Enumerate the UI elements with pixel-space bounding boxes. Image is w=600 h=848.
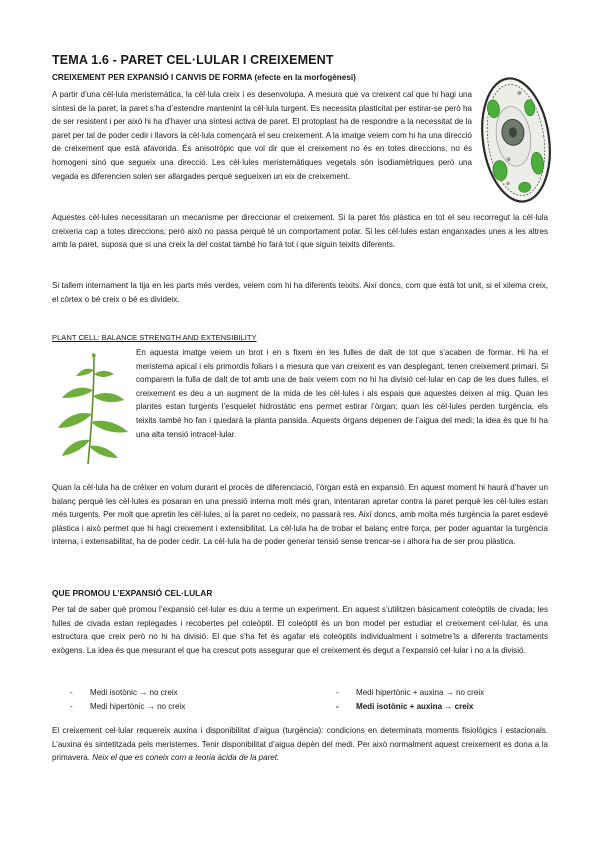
plant-cell-illustration xyxy=(476,70,556,210)
page-title: TEMA 1.6 - PARET CEL·LULAR I CREIXEMENT xyxy=(52,53,334,67)
experiment-list-left xyxy=(70,686,320,714)
section3-paragraph-1: Per tal de saber què promou l’expansió cel·lular es duu a terme un experiment. En aquest s’utilitzen bàsicament coleòptils de civada; les fulles de civada estan replegades i recobertes pel coleòptil. El coleòptil és un bon model per estudiar el creixement cel·lular, és una estructura que creix però no hi ha divisió. El que s’ha fet és agafar els coleòptils individualment i sotmetre’ls a diferents tractaments exògens. La idea és que mesurant el que ha crescut pots assegurar que el creixement és degut a l’expansió cel·lular i no a la divisió. xyxy=(52,605,548,655)
section3-paragraph-2 xyxy=(52,724,548,765)
section2-paragraph-1: En aquesta imatge veiem un brot i en s fixem en les fulles de dalt de tot que s’acaben de formar. Hi ha el meristema apical i els primordis foliars i a mesura que van creixent es van desplegant, tenen creixement primari. Si comparem la fulla de dalt de tot amb una de baix veiem com no hi ha divisió cel·lular en cap de les dues fulles, el creixement es deu a un augment de la mida de les cèl·lules i als espais que aquestes deixen al mig. Quan les plantes estan turgents l’esquelet hidrostàtic ens permet estirar l’òrgan; quan les cèl·lules perden turgència, els teixits també ho fan i quedarà la planta pansida. Aquests òrgans depenen de l’aigua del medi; la idea és que hi ha una alta tensió intracel·lular. xyxy=(136,348,548,439)
list-dash: - xyxy=(70,688,73,697)
list-dash: - xyxy=(336,702,339,711)
list-item-text: Medi hipertònic + auxina → no creix xyxy=(356,688,485,697)
section1-paragraph-3: Si tallem internament la tija en les parts més verdes, veiem com hi ha diferents teixits. Així doncs, com que està tot unit, si el xilema creix, el còrtex o bé creix o bé es divideix. xyxy=(52,281,548,304)
section3-heading: QUE PROMOU L’EXPANSIÓ CEL·LULAR xyxy=(52,588,213,598)
leaf xyxy=(93,393,124,402)
section1-paragraph-1: A partir d’una cèl·lula meristemàtica, la cèl·lula creix i es desenvolupa. A mesura que va creixent cal que hi hagi una síntesi de la paret; la paret s’ha d’estendre mantenint la cèl·lula turgent. Es necessita plasticitat per estirar-se però ha de ser resistent i per això hi ha d’haver una síntesi activa de paret. El protoplast ha de respondre a la necessitat de la paret per tal de poder cedir i llavors la cèl·lula començarà el seu creixement. A la imatge veiem com hi ha una direcció de creixement que està afavorida. És anisotròpic que vol dir que el creixement no és en totes direccions, no és homogeni sinó que segueix una direcció. Les cèl·lules meristemàtiques vegetals són isodiamètriques però una vegada es diferencien solen ser allargades perquè segueixen un eix de creixement. xyxy=(52,90,472,181)
leaf xyxy=(89,446,118,458)
section1-paragraph-2: Aquestes cèl·lules necessitaran un mecanisme per direccionar el creixement. Si la paret fós plàstica en tot el seu recorregut la cèl·lula creixeria cap a totes direccions; però això no passa perquè té un comportament polar. Si les cèl·lules estan enganxades unes a les altres amb la paret, suposa que si una creix la del costat també ho farà tot i que siguin teixits diferents. xyxy=(52,213,548,250)
list-item xyxy=(70,700,320,714)
leaf xyxy=(94,371,114,377)
section1-heading-text: CREIXEMENT PER EXPANSIÓ I CANVIS DE FORMA xyxy=(52,73,253,82)
leaf xyxy=(91,421,128,433)
leaf xyxy=(62,440,90,456)
experiment-list-right xyxy=(336,686,556,714)
list-item xyxy=(70,686,320,700)
plant-shoot-illustration xyxy=(54,352,132,467)
leaf xyxy=(58,413,92,428)
section2-paragraph-2: Quan la cèl·lula ha de créixer en volum durant el procés de diferenciació, l’òrgan està en expansió. En aquest moment hi haurà d’haver un balanç perquè les cèl·lules es posaran en una pressió interna molt més gran, intentaran apretar contra la paret perquè les cèl·lules estan més turgents. Per molt que apretin les cèl·lules, si la paret no cedeix, no passarà res. Així doncs, amb molta més turgència la paret esdevé plàstica i això permet que hi hagi creixement i extensibilitat. La cèl·lula ha de trobar el balanç entre força, per poder aguantar la turgència interna, i extensabilitat, ha de poder cedir. La cèl·lula ha de poder generar tensió sense trencar-se i alhora ha de ser prou plàstica. xyxy=(52,483,548,547)
list-item xyxy=(336,700,556,714)
section1-heading-note: (efecte en la morfogènesi) xyxy=(254,73,356,82)
list-item xyxy=(336,686,556,700)
list-dash: - xyxy=(336,688,339,697)
leaf xyxy=(92,353,96,360)
list-item-text: Medi hipertònic → no creix xyxy=(90,702,186,711)
list-item-text: Medi isotònic → no creix xyxy=(90,688,178,697)
section1-heading xyxy=(52,73,356,82)
leaf xyxy=(76,369,94,376)
acid-growth-theory-note: Neix el que es coneix com a teoria àcida de la paret. xyxy=(92,753,280,763)
list-item-text: Medi isotònic + auxina → creix xyxy=(356,702,474,711)
list-dash: - xyxy=(70,702,73,711)
leaf xyxy=(62,388,93,398)
section2-heading: PLANT CELL: BALANCE STRENGTH AND EXTENSIBILITY xyxy=(52,333,257,342)
section3-paragraph-2-text: El creixement cel·lular requereix auxina i disponibilitat d’aigua (turgència): condicions en determinats moments fisiològics i estacionals. L’auxina és sintetitzada pels meristemes. Tenir disponibilitat d’aigua depèn del medi. Per això normalment aquest creixement es dona a la primavera. xyxy=(52,726,548,763)
